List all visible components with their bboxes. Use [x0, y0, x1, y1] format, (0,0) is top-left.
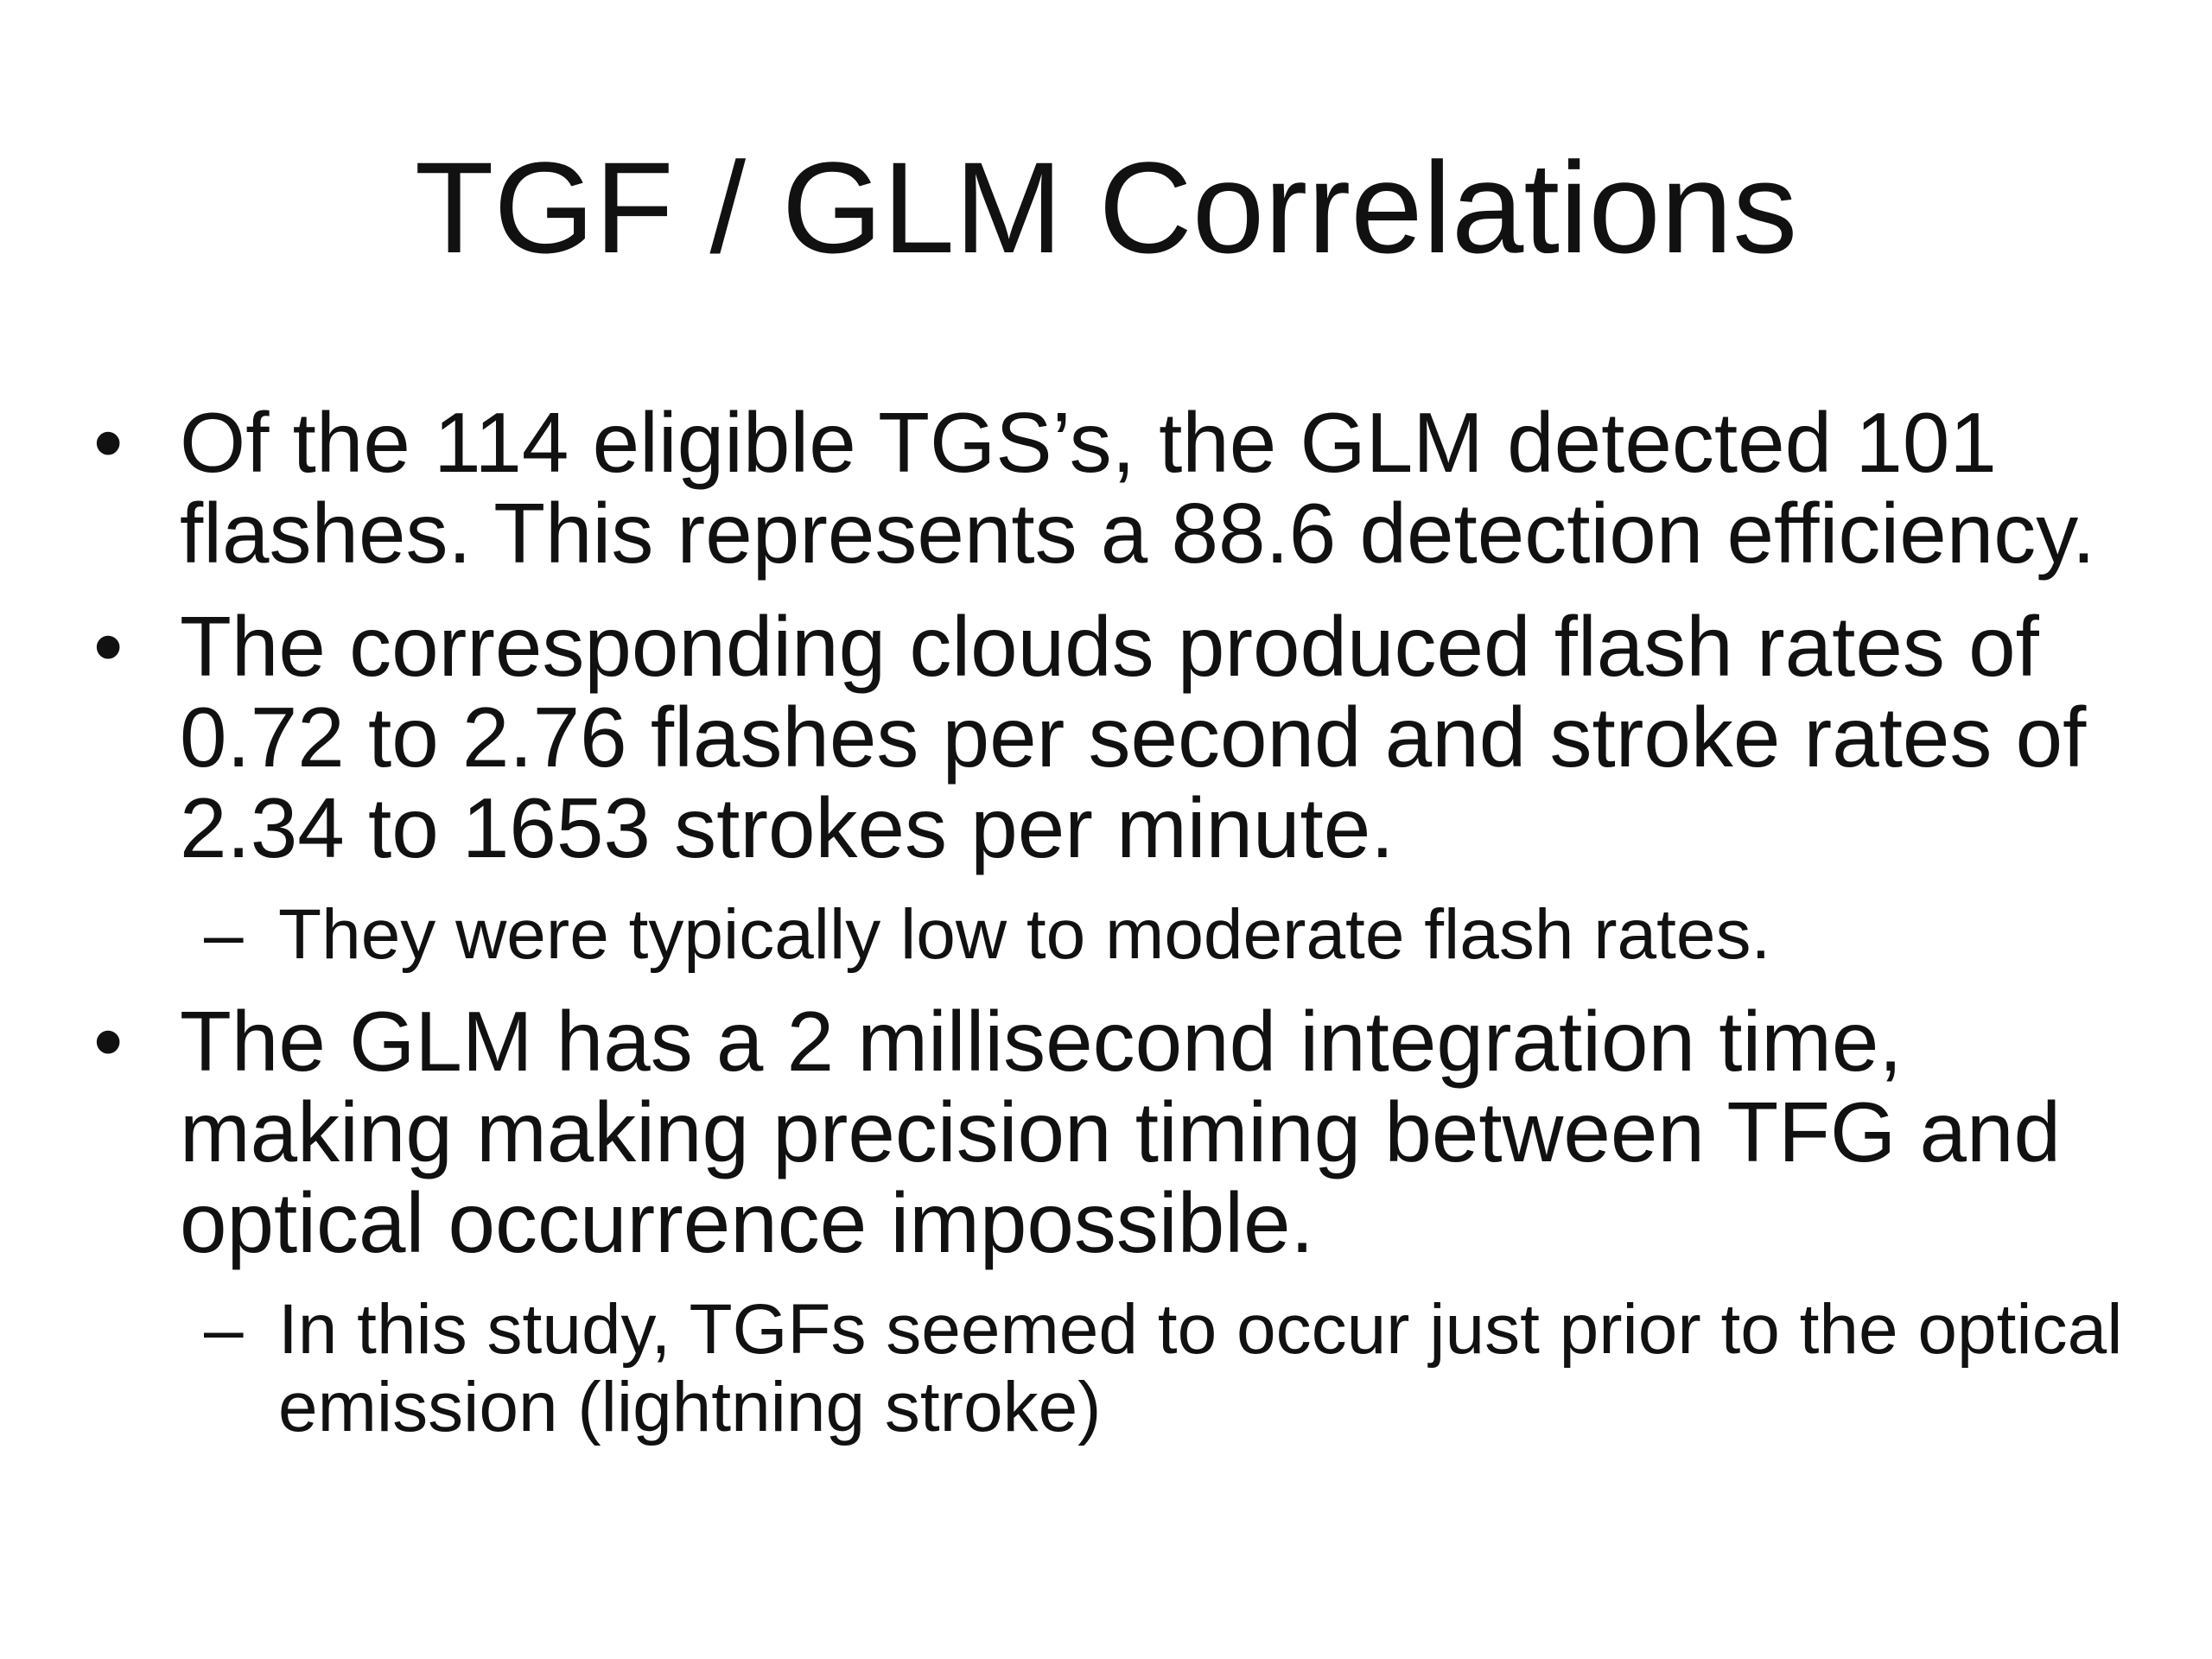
sub-bullet-item-3-1 — [86, 1291, 2143, 1446]
bullet-marker: • — [93, 395, 124, 490]
bullet-text: The corresponding clouds produced flash rates of 0.72 to 2.76 flashes per second and stroke rates of 2.34 to 1653 strokes per minute. — [180, 599, 2087, 875]
bullet-marker: • — [93, 994, 124, 1089]
sub-bullet-marker: – — [204, 1290, 244, 1369]
bullet-item-3 — [86, 996, 2143, 1268]
sub-bullet-text: They were typically low to moderate flash rates. — [278, 895, 1771, 974]
bullet-text: The GLM has a 2 millisecond integration time, making making precision timing between TFG and optical occurrence impossible. — [180, 994, 2062, 1270]
slide-body — [86, 397, 2143, 1469]
bullet-item-2 — [86, 601, 2143, 874]
sub-bullet-marker: – — [204, 895, 244, 974]
sub-bullet-text: In this study, TGFs seemed to occur just prior to the optical emission (lightning stroke) — [278, 1290, 2123, 1446]
sub-bullet-item-2-1 — [86, 896, 2143, 974]
bullet-text: Of the 114 eligible TGS’s, the GLM detected 101 flashes. This represents a 88.6 detection efficiency. — [180, 395, 2096, 581]
slide-title: TGF / GLM Correlations — [414, 135, 1798, 280]
bullet-item-1 — [86, 397, 2143, 579]
bullet-marker: • — [93, 599, 124, 694]
